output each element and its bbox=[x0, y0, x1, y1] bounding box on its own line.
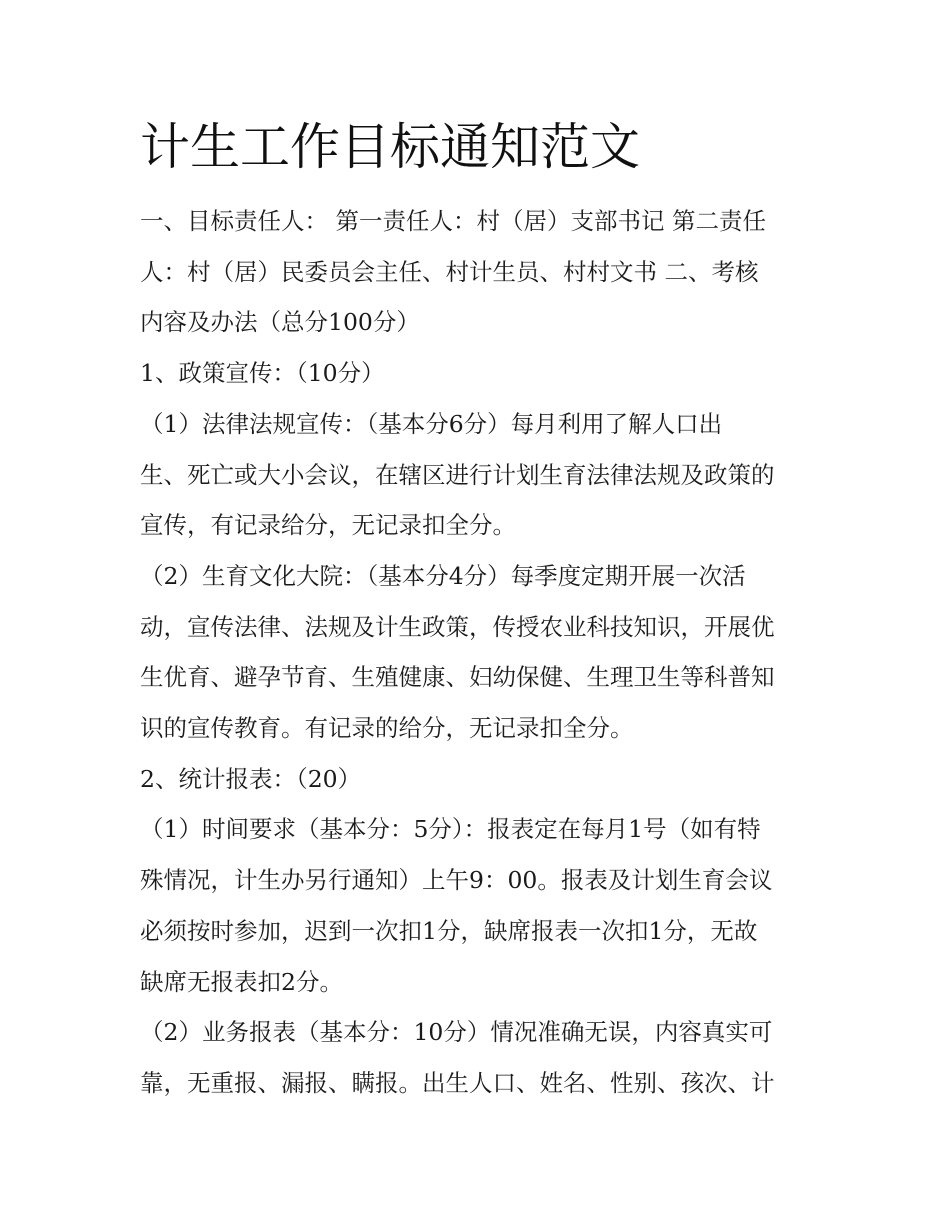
text-line: 人：村（居）民委员会主任、村计生员、村村文书 二、考核 bbox=[140, 257, 759, 286]
text-line: 生、死亡或大小会议，在辖区进行计划生育法律法规及政策的 bbox=[140, 460, 775, 489]
text-line: 生优育、避孕节育、生殖健康、妇幼保健、生理卫生等科普知 bbox=[140, 663, 775, 692]
text-line: 一、目标责任人： 第一责任人：村（居）支部书记 第二责任 bbox=[140, 207, 766, 235]
text-line: 动，宣传法律、法规及计生政策，传授农业科技知识，开展优 bbox=[140, 612, 775, 641]
text-line: 殊情况，计生办另行通知）上午9：00。报表及计划生育会议 bbox=[140, 866, 773, 895]
text-line: 必须按时参加，迟到一次扣1分，缺席报表一次扣1分，无故 bbox=[140, 916, 758, 945]
text-line: 识的宣传教育。有记录的给分，无记录扣全分。 bbox=[140, 714, 634, 743]
document-body bbox=[140, 196, 820, 1109]
paragraph-targets bbox=[140, 196, 820, 348]
paragraph-culture-yard bbox=[140, 551, 820, 754]
text-line: 缺席无报表扣2分。 bbox=[140, 967, 343, 996]
paragraph-time-requirement bbox=[140, 804, 820, 1007]
section-heading-reports bbox=[140, 754, 820, 805]
text-line: 靠，无重报、漏报、瞒报。出生人口、姓名、性别、孩次、计 bbox=[140, 1068, 775, 1097]
paragraph-business-report bbox=[140, 1007, 820, 1108]
text-line: （1）时间要求（基本分：5分）：报表定在每月1号（如有特 bbox=[140, 815, 761, 844]
text-line: 内容及办法（总分100分） bbox=[140, 308, 420, 337]
text-line: （2）生育文化大院：（基本分4分）每季度定期开展一次活 bbox=[140, 561, 746, 590]
text-line: （1）法律法规宣传：（基本分6分）每月利用了解人口出 bbox=[140, 409, 723, 438]
text-line: 1、政策宣传：（10分） bbox=[140, 359, 385, 388]
text-line: 2、统计报表：（20） bbox=[140, 764, 362, 793]
document-title: 计生工作目标通知范文 bbox=[140, 118, 640, 176]
paragraph-law-publicity bbox=[140, 399, 820, 551]
text-line: 宣传，有记录给分，无记录扣全分。 bbox=[140, 511, 516, 540]
section-heading-policy bbox=[140, 348, 820, 399]
text-line: （2）业务报表（基本分：10分）情况准确无误，内容真实可 bbox=[140, 1018, 773, 1047]
